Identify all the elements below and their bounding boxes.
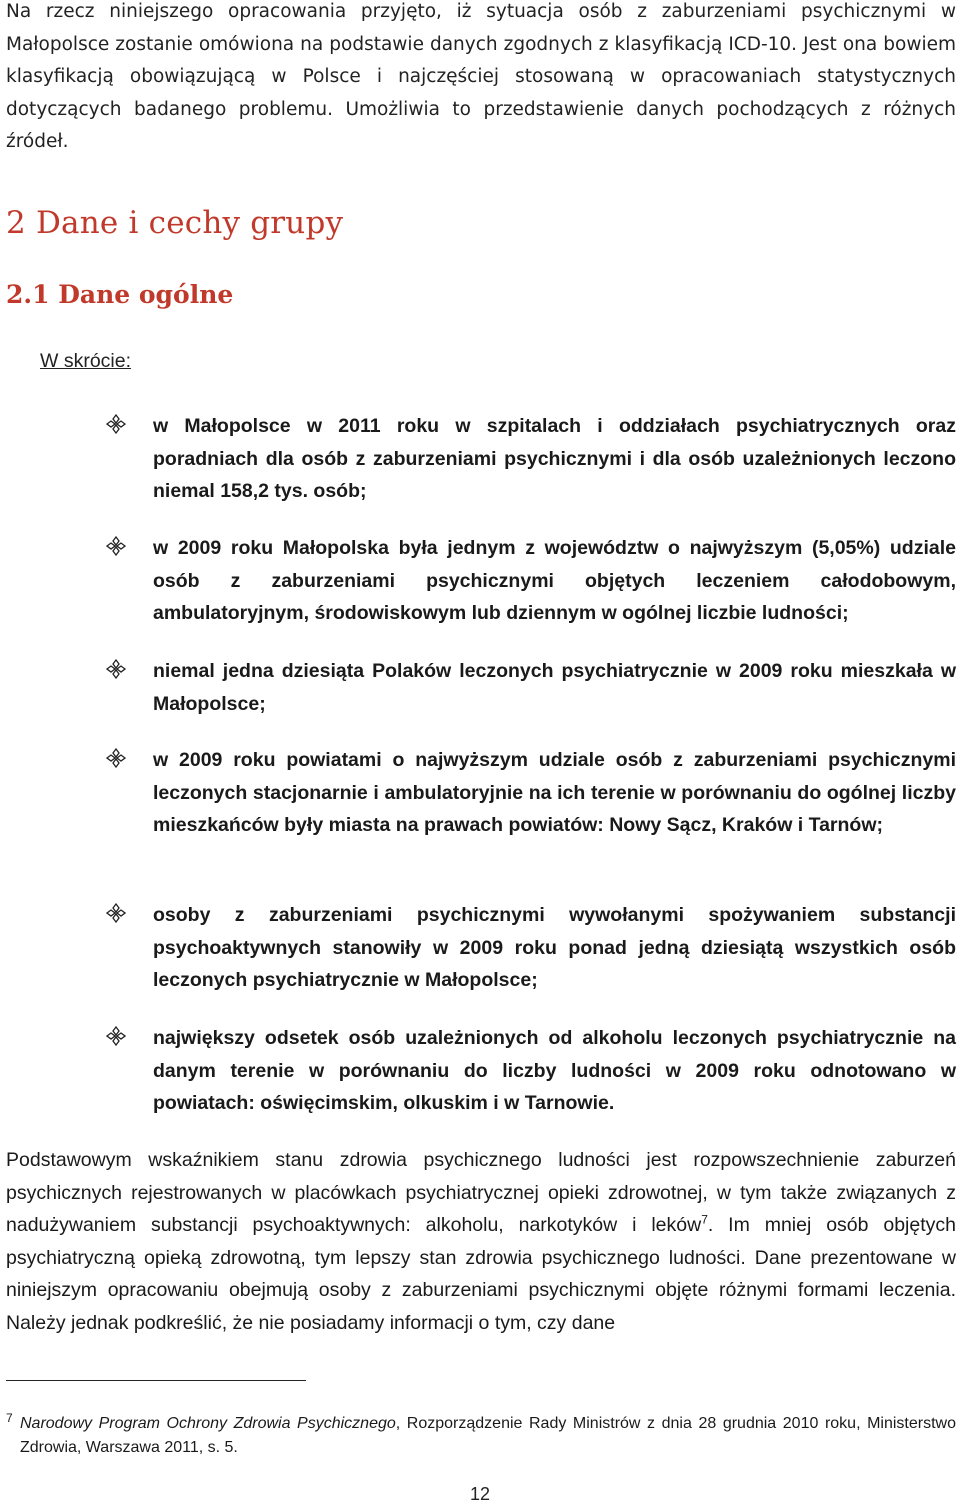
diamond-bullet-icon — [106, 659, 126, 679]
footnote-text — [20, 1412, 956, 1460]
body-text-part2: . Im mniej osób objętych psychiatryczną opieką zdrowotną, tym lepszy stan zdrowia psychicznego ludności. Dane prezentowane w niniejszym opracowaniu obejmują osoby z zaburzeniami psychicznymi objęte różnymi formami leczenia. Należy jednak podkreślić, że nie posiadamy informacji o tym, czy dane — [6, 1214, 956, 1334]
footnote-number: 7 — [6, 1411, 13, 1425]
footnote-separator — [6, 1380, 306, 1381]
summary-label: W skrócie: — [40, 350, 132, 372]
diamond-bullet-icon — [106, 748, 126, 768]
page-number: 12 — [469, 1484, 491, 1504]
footnote-reference[interactable]: 7 — [701, 1212, 708, 1227]
body-paragraph — [6, 1144, 956, 1339]
footnote-rest: , Rozporządzenie Rady Ministrów z dnia 28 grudnia 2010 roku, Ministerstwo Zdrowia, Warszawa 2011, s. 5. — [20, 1415, 956, 1456]
footnote — [6, 1412, 956, 1460]
section-heading: 2 Dane i cechy grupy — [6, 205, 344, 241]
diamond-bullet-icon — [106, 1026, 126, 1046]
diamond-bullet-icon — [106, 903, 126, 923]
intro-paragraph: Na rzecz niniejszego opracowania przyjęto, iż sytuacja osób z zaburzeniami psychicznymi w Małopolsce zostanie omówiona na podstawie danych zgodnych z klasyfikacją ICD-10. Jest ona bowiem klasyfikacją obowiązującą w Polsce i najczęściej stosowaną w opracowaniach statystycznych dotyczących badanego problemu. Umożliwia to przedstawienie danych pochodzących z różnych źródeł. — [6, 1, 956, 152]
diamond-bullet-icon — [106, 536, 126, 556]
bullet-text: największy odsetek osób uzależnionych od alkoholu leczonych psychiatrycznie na danym terenie w porównaniu do liczby ludności w 2009 roku odnotowano w powiatach: oświęcimskim, olkuskim i w Tarnowie. — [153, 1027, 956, 1114]
bullet-text: osoby z zaburzeniami psychicznymi wywołanymi spożywaniem substancji psychoaktywnych stanowiły w 2009 roku ponad jedną dziesiątą wszystkich osób leczonych psychiatrycznie w Małopolsce; — [153, 904, 956, 991]
footnote-title: Narodowy Program Ochrony Zdrowia Psychicznego — [20, 1415, 396, 1432]
bullet-text: niemal jedna dziesiąta Polaków leczonych psychiatrycznie w 2009 roku mieszkała w Małopolsce; — [153, 660, 956, 715]
body-text-part1: Podstawowym wskaźnikiem stanu zdrowia psychicznego ludności jest rozpowszechnienie zaburzeń psychicznych rejestrowanych w placówkach psychiatrycznej opieki zdrowotnej, w tym także związanych z nadużywaniem substancji psychoaktywnych: alkoholu, narkotyków i leków — [6, 1149, 956, 1236]
diamond-bullet-icon — [106, 414, 126, 434]
bullet-text: w 2009 roku powiatami o najwyższym udziale osób z zaburzeniami psychicznymi leczonych stacjonarnie i ambulatoryjnie na ich terenie w porównaniu do ogólnej liczby mieszkańców były miasta na prawach powiatów: Nowy Sącz, Kraków i Tarnów; — [153, 749, 956, 836]
subsection-heading: 2.1 Dane ogólne — [6, 280, 234, 309]
bullet-text: w 2009 roku Małopolska była jednym z województw o najwyższym (5,05%) udziale osób z zaburzeniami psychicznymi objętych leczeniem całodobowym, ambulatoryjnym, środowiskowym lub dziennym w ogólnej liczbie ludności; — [153, 537, 956, 624]
bullet-text: w Małopolsce w 2011 roku w szpitalach i oddziałach psychiatrycznych oraz poradniach dla osób z zaburzeniami psychicznymi i dla osób uzależnionych leczono niemal 158,2 tys. osób; — [153, 415, 956, 502]
